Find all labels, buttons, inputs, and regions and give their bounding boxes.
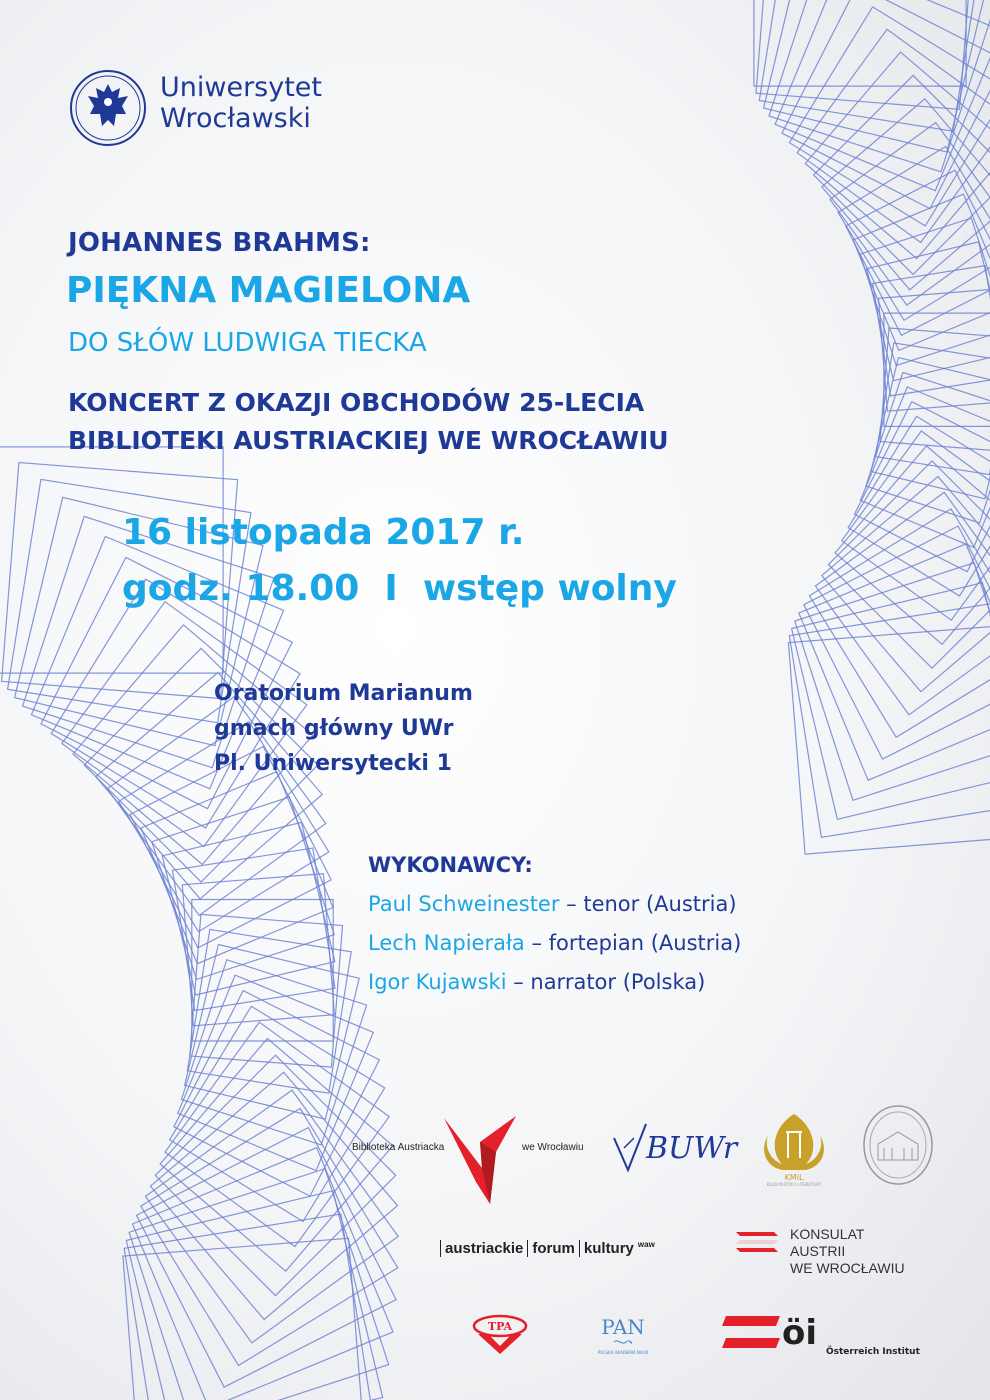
performer-role: – narrator (Polska) <box>506 970 706 994</box>
oi-logo-text: öi <box>782 1313 818 1353</box>
event-time: godz. 18.00 I wstęp wolny <box>122 568 677 609</box>
pattern-square <box>124 1214 375 1400</box>
konsulat-flag-logo <box>734 1228 780 1256</box>
pattern-square <box>822 477 990 692</box>
forum-superscript: waw <box>637 1240 655 1249</box>
forum-word: austriackie <box>440 1240 527 1257</box>
performer-name: Lech Napierała <box>368 931 525 955</box>
university-name-line1: Uniwersytet <box>160 72 322 103</box>
pattern-square <box>182 874 334 1026</box>
tpa-logo-text: TPA <box>487 1320 513 1333</box>
pattern-square <box>129 1169 389 1400</box>
pattern-square <box>123 1238 366 1400</box>
venue-line3: Pl. Uniwersytecki 1 <box>214 751 452 776</box>
buwr-logo <box>612 1118 738 1178</box>
university-eagle-logo <box>68 68 148 148</box>
venue-line1: Oratorium Marianum <box>214 681 473 706</box>
biblioteka-austriacka-label-right: we Wrocławiu <box>522 1142 584 1153</box>
pattern-square <box>789 7 990 226</box>
occasion-line2: BIBLIOTEKI AUSTRIACKIEJ WE WROCŁAWIU <box>68 426 669 455</box>
performer-role: – tenor (Austria) <box>559 892 737 916</box>
oi-logo-caption: Österreich Institut <box>826 1347 920 1357</box>
university-name <box>160 72 322 134</box>
biblioteka-austriacka-label-left: Biblioteka Austriacka <box>352 1142 445 1153</box>
pan-logo-text: PAN <box>601 1315 645 1339</box>
pattern-square <box>754 0 966 86</box>
pattern-square <box>879 289 990 411</box>
work-subtitle: DO SŁÓW LUDWIGA TIECKA <box>68 328 427 358</box>
occasion-line1: KONCERT Z OKAZJI OBCHODÓW 25-LECIA <box>68 388 645 417</box>
work-title: PIĘKNA MAGIELONA <box>66 270 471 311</box>
pattern-square <box>187 929 351 1093</box>
konsulat-line: AUSTRII <box>790 1243 846 1259</box>
occasion-text <box>68 384 669 460</box>
performer-name: Paul Schweinester <box>368 892 560 916</box>
performer-row <box>368 963 741 1002</box>
performer-role: – fortepian (Austria) <box>524 931 742 955</box>
konsulat-text <box>790 1226 905 1277</box>
composer-heading: JOHANNES BRAHMS: <box>68 228 371 258</box>
pan-logo <box>590 1312 656 1356</box>
event-datetime <box>122 505 677 617</box>
performer-name: Igor Kujawski <box>368 970 507 994</box>
biblioteka-austriacka-logo <box>438 1112 522 1206</box>
pattern-square <box>789 604 990 838</box>
performer-row <box>368 885 741 924</box>
university-name-line2: Wrocławski <box>160 103 311 134</box>
konsulat-line: WE WROCŁAWIU <box>790 1260 905 1276</box>
forum-word: forum <box>527 1240 579 1257</box>
performer-row <box>368 924 741 963</box>
buwr-logo-text: BUWr <box>646 1131 738 1166</box>
pattern-square <box>165 1022 389 1246</box>
seal-logo <box>862 1104 934 1186</box>
pan-logo-caption: POLSKA AKADEMIA NAUK <box>597 1350 649 1355</box>
performers <box>368 846 741 1002</box>
event-date: 16 listopada 2017 r. <box>122 512 525 553</box>
pattern-square <box>871 358 990 499</box>
venue <box>214 676 473 781</box>
oi-logo <box>722 1306 932 1360</box>
performers-heading: WYKONAWCY: <box>368 853 533 877</box>
tpa-logo <box>470 1312 530 1356</box>
pattern-square <box>775 0 990 191</box>
konsulat-line: KONSULAT <box>790 1226 865 1242</box>
kmil-logo <box>752 1108 836 1186</box>
austriackie-forum-kultury-logo <box>440 1240 655 1257</box>
kmil-logo-text: KMiL <box>784 1173 804 1182</box>
venue-line2: gmach główny UWr <box>214 716 454 741</box>
forum-word: kultury <box>579 1240 638 1257</box>
kmil-logo-caption: KLUB MUZYKI I LITERATURY <box>766 1182 822 1187</box>
